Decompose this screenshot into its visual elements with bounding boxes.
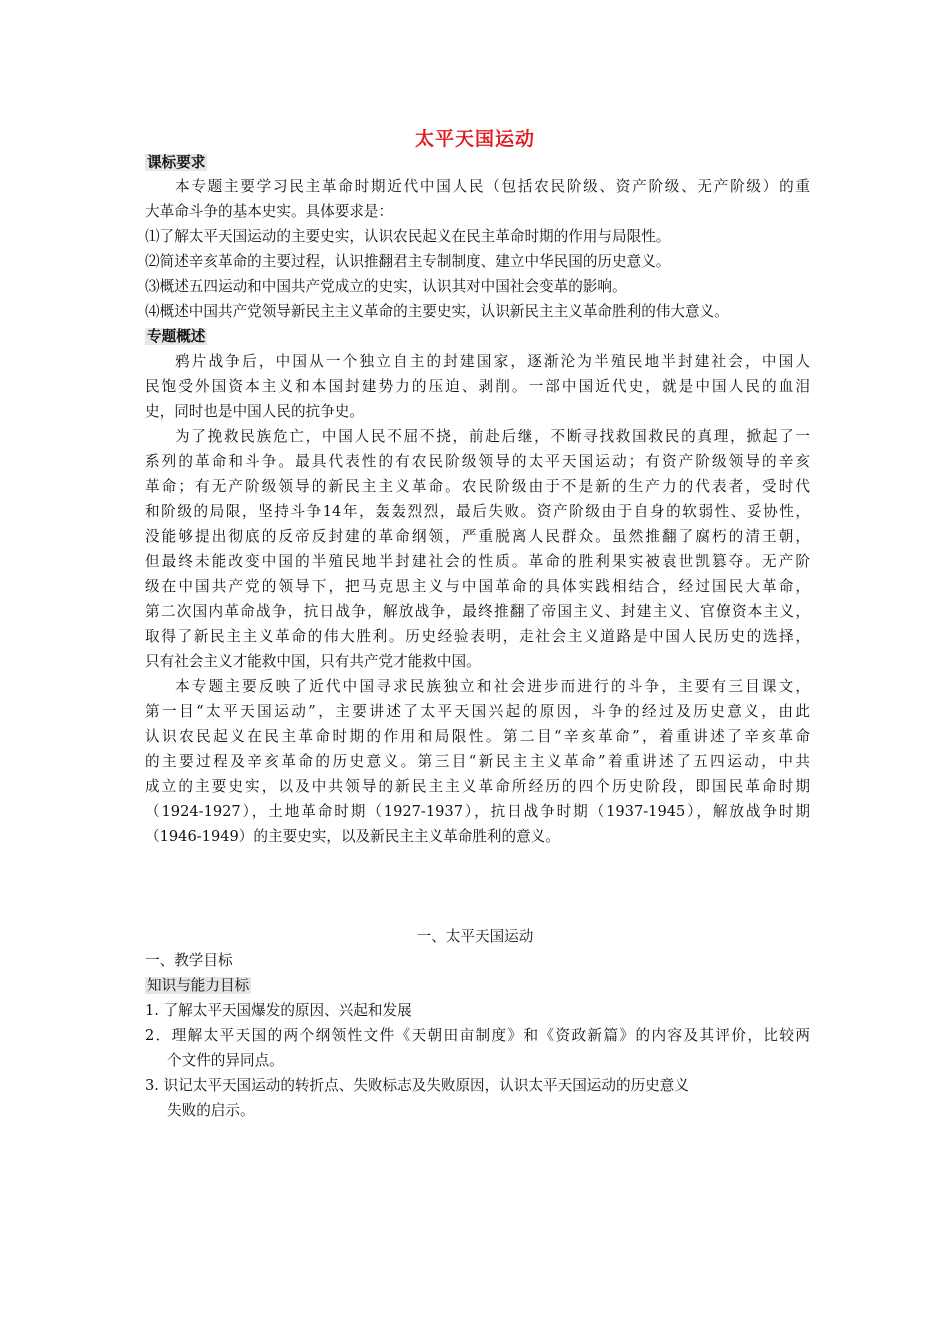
overview-p2-line: 革命；有无产阶级领导的新民主主义革命。农民阶级由于不是新的生产力的代表者，受时代 <box>145 478 810 495</box>
objective-item-1: 1. 了解太平天国爆发的原因、兴起和发展 <box>145 1002 412 1019</box>
overview-p3-line: 本专题主要反映了近代中国寻求民族独立和社会进步而进行的斗争，主要有三目课文， <box>175 678 810 695</box>
section-heading-overview: 专题概述 <box>147 328 206 345</box>
overview-p3-line: 的主要过程及辛亥革命的历史意义。第三目“新民主主义革命”着重讲述了五四运动，中共 <box>145 753 810 770</box>
objective-item-2-cont: 个文件的异同点。 <box>167 1052 284 1069</box>
section-heading-curriculum: 课标要求 <box>147 154 206 171</box>
overview-p3-line: （1946-1949）的主要史实，以及新民主主义革命胜利的意义。 <box>145 828 560 845</box>
overview-p2-line: 但最终未能改变中国的半殖民地半封建社会的性质。革命的胜利果实被袁世凯篡夺。无产阶 <box>145 553 810 570</box>
objective-item-2: 2．理解太平天国的两个纲领性文件《天朝田亩制度》和《资政新篇》的内容及其评价，比较两 <box>145 1027 810 1044</box>
requirement-4: ⑷概述中国共产党领导新民主主义革命的主要史实，认识新民主主义革命胜利的伟大意义。 <box>145 303 729 320</box>
overview-p2-line: 只有社会主义才能救中国，只有共产党才能救中国。 <box>145 653 481 670</box>
intro-line-1: 本专题主要学习民主革命时期近代中国人民（包括农民阶级、资产阶级、无产阶级）的重 <box>175 178 810 195</box>
overview-p2-line: 第二次国内革命战争，抗日战争，解放战争，最终推翻了帝国主义、封建主义、官僚资本主义， <box>145 603 810 620</box>
overview-p1-line: 民饱受外国资本主义和本国封建势力的压迫、剥削。一部中国近代史，就是中国人民的血泪 <box>145 378 810 395</box>
overview-p3-line: （1924-1927），土地革命时期（1927-1937），抗日战争时期（1937-1945），解放战争时期 <box>145 803 810 820</box>
intro-line-2: 大革命斗争的基本史实。具体要求是： <box>145 203 394 220</box>
requirement-1: ⑴了解太平天国运动的主要史实，认识农民起义在民主革命时期的作用与局限性。 <box>145 228 671 245</box>
requirement-2: ⑵简述辛亥革命的主要过程，认识推翻君主专制制度、建立中华民国的历史意义。 <box>145 253 671 270</box>
overview-p2-line: 和阶级的局限，坚持斗争14年，轰轰烈烈，最后失败。资产阶级由于自身的软弱性、妥协性， <box>145 503 810 520</box>
objective-item-3-cont: 失败的启示。 <box>167 1102 255 1119</box>
overview-p2-line: 为了挽救民族危亡，中国人民不屈不挠，前赴后继，不断寻找救国救民的真理，掀起了一 <box>175 428 810 445</box>
overview-p2-line: 系列的革命和斗争。最具代表性的有农民阶级领导的太平天国运动；有资产阶级领导的辛亥 <box>145 453 810 470</box>
overview-p1-line: 鸦片战争后，中国从一个独立自主的封建国家，逐渐沦为半殖民地半封建社会，中国人 <box>175 353 810 370</box>
overview-p2-line: 取得了新民主主义革命的伟大胜利。历史经验表明，走社会主义道路是中国人民历史的选择， <box>145 628 810 645</box>
objective-item-3: 3. 识记太平天国运动的转折点、失败标志及失败原因，认识太平天国运动的历史意义 <box>145 1077 689 1094</box>
overview-p3-line: 认识农民起义在民主革命时期的作用和局限性。第二目“辛亥革命”，着重讲述了辛亥革命 <box>145 728 810 745</box>
requirement-3: ⑶概述五四运动和中国共产党成立的史实，认识其对中国社会变革的影响。 <box>145 278 627 295</box>
page-title: 太平天国运动 <box>414 128 535 150</box>
overview-p2-line: 没能够提出彻底的反帝反封建的革命纲领，严重脱离人民群众。虽然推翻了腐朽的清王朝， <box>145 528 810 545</box>
overview-p3-line: 成立的主要史实，以及中共领导的新民主主义革命所经历的四个历史阶段，即国民革命时期 <box>145 778 810 795</box>
knowledge-heading: 知识与能力目标 <box>147 977 250 994</box>
overview-p3-line: 第一目“太平天国运动”，主要讲述了太平天国兴起的原因，斗争的经过及历史意义，由此 <box>145 703 810 720</box>
objectives-heading: 一、教学目标 <box>145 952 233 969</box>
lesson-title: 一、太平天国运动 <box>416 928 534 945</box>
overview-p1-line: 史，同时也是中国人民的抗争史。 <box>145 403 364 420</box>
overview-p2-line: 级在中国共产党的领导下，把马克思主义与中国革命的具体实践相结合，经过国民大革命， <box>145 578 810 595</box>
